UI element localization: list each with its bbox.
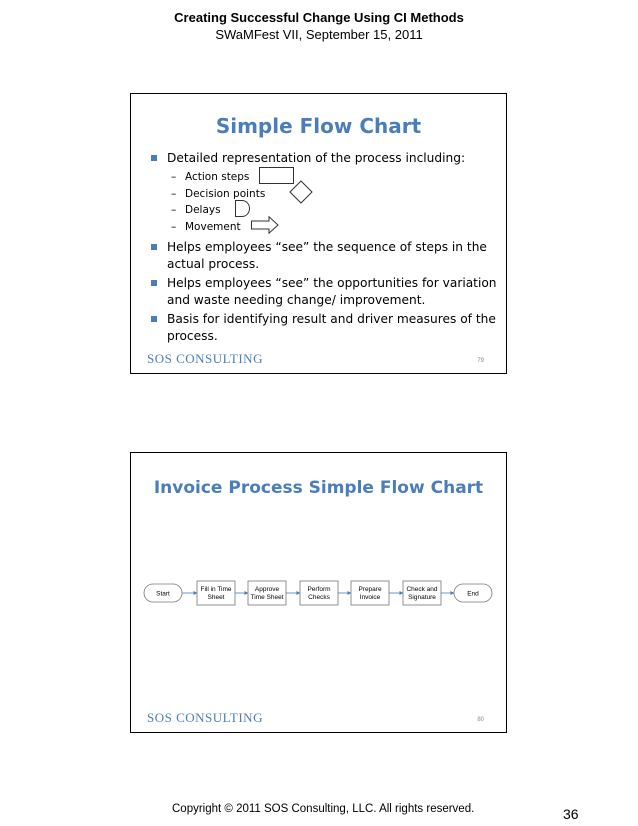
bullet-text: Basis for identifying result and driver measures of the process. [167,312,496,343]
step-prepare-invoice [351,581,389,605]
sub-item-label: Movement [185,220,241,233]
copyright-notice: Copyright © 2011 SOS Consulting, LLC. All rights reserved. [172,803,475,815]
step-label-line1: Prepare [358,586,382,593]
slide-invoice-process [130,452,507,733]
step-check-and-signature [403,581,441,605]
page-header-subtitle: SWaMFest VII, September 15, 2011 [215,27,423,42]
bullet-list [149,150,499,347]
bullet-item [149,311,499,345]
slide-title: Simple Flow Chart [215,114,422,138]
delay-d-icon [235,200,251,218]
flow-chart-diagram [131,453,506,732]
start-label: Start [156,590,170,598]
dash-icon: – [171,204,177,216]
bullet-square-icon [151,280,157,286]
bullet-item [149,275,499,309]
bullet-square-icon [151,316,157,322]
sub-item-action-steps [171,169,499,186]
step-label-line2: Invoice [359,594,381,601]
step-perform-checks [300,581,338,605]
page-number: 36 [563,806,579,822]
sub-item-label: Action steps [185,171,250,183]
brand-logo-text: SOS CONSULTING [147,710,263,725]
sub-item-label: Decision points [185,187,266,200]
dash-icon: – [171,171,177,183]
step-label-line2: Checks [308,594,330,601]
start-terminal [144,584,182,602]
bullet-item [149,150,499,167]
dash-icon: – [171,187,177,200]
dash-icon: – [171,220,177,233]
step-label-line2: Time Sheet [250,594,284,601]
sub-list [171,169,499,235]
end-label: End [467,590,479,598]
sub-item-label: Delays [185,204,221,216]
arrow-right-icon [251,216,279,234]
bullet-text: Detailed representation of the process including: [167,151,466,165]
slide-number: 79 [477,358,484,364]
step-label-line2: Signature [408,594,436,601]
slide-simple-flow-chart [130,93,507,374]
brand-logo-text: SOS CONSULTING [147,351,263,366]
step-label-line1: Fill in Time [200,586,232,593]
step-label-line1: Perform [307,586,331,593]
bullet-text: Helps employees “see” the opportunities for variation and waste needing change/ improvement. [167,276,497,307]
diamond-icon [289,180,313,204]
step-fill-in-time-sheet [197,581,235,605]
slide-number: 80 [477,717,484,723]
bullet-square-icon [151,244,157,250]
step-label-line2: Sheet [207,594,225,601]
sub-item-movement [171,219,499,236]
bullet-text: Helps employees “see” the sequence of steps in the actual process. [167,240,487,271]
bullet-item [149,239,499,273]
step-label-line1: Check and [406,586,438,593]
slide-title: Invoice Process Simple Flow Chart [153,478,484,498]
page-header-title: Creating Successful Change Using CI Methods [174,10,464,25]
sub-item-decision-points [171,186,499,203]
end-terminal [454,584,492,602]
bullet-square-icon [151,155,157,161]
sub-item-delays [171,202,499,219]
step-label-line1: Approve [254,586,280,593]
step-approve-time-sheet [248,581,286,605]
